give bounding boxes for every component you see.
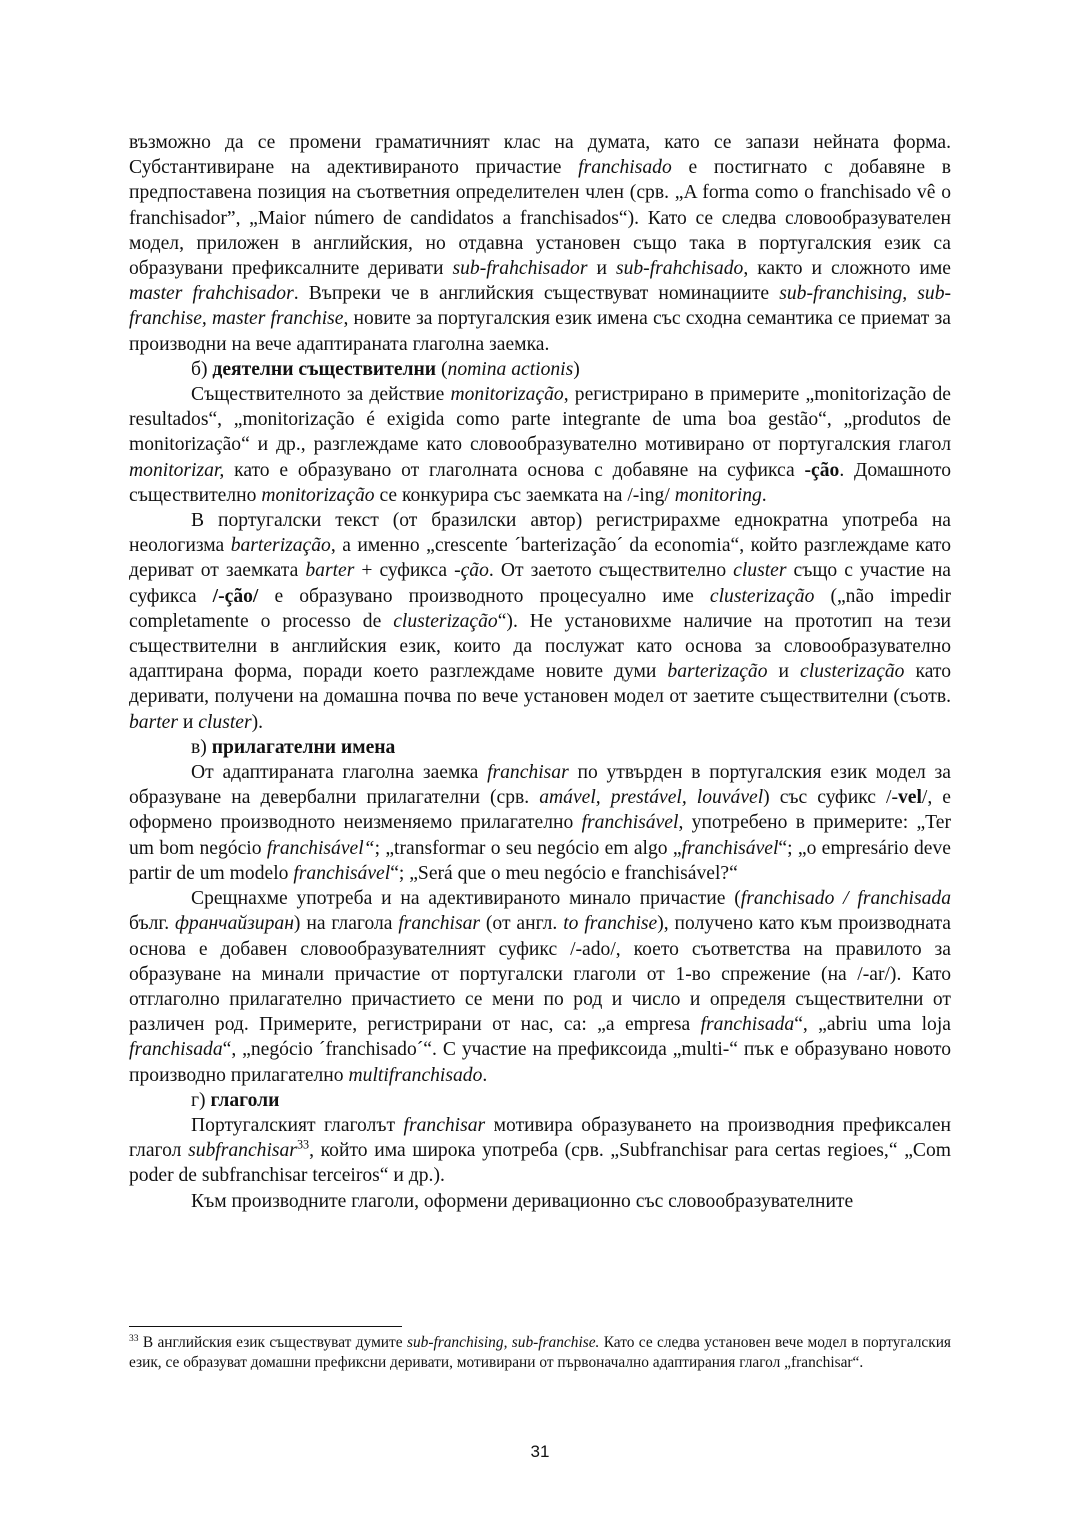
italic-run: cluster (733, 560, 787, 582)
text-run: “, „negócio ´franchisado´“. С участие на префиксоида „multi-“ пък е образувано новото производно прилагателно (129, 1039, 951, 1086)
bold-run: -ção (804, 459, 840, 481)
paragraph (129, 508, 951, 735)
italic-run: master frahchisador (129, 283, 294, 305)
text-run: се конкурира със заемката на /-ing/ (374, 484, 675, 506)
text-run: ; „transformar o seu negócio em algo „ (374, 837, 682, 859)
text-run: Португалският глаголът (191, 1114, 404, 1136)
text-run: г) (191, 1089, 211, 1111)
text-run: ) със суфикс /- (763, 787, 898, 809)
text-run: . Домашното съществително (129, 459, 952, 506)
footnote-ref: 33 (129, 1332, 139, 1344)
italic-run: franchisar (403, 1114, 486, 1136)
paragraph (129, 1113, 951, 1189)
text-run: От адаптираната глаголна заемка (191, 762, 488, 784)
text-run: В английския език съществуват думите (138, 1334, 407, 1351)
italic-run: franchisado / franchisada (740, 888, 951, 910)
text-run: и (587, 258, 616, 280)
text-run: , новите за португалския език имена със сходна семантика се приемат за производни на вече адаптираната глаголна заемка. (129, 308, 951, 355)
paragraph (129, 130, 951, 357)
text-run: е образувано производното процесуално име (258, 585, 710, 607)
text-run: мотивира образуването на производния префиксален глагол (129, 1114, 951, 1162)
text-run: ) на глагола (293, 913, 399, 935)
text-run: и (767, 661, 800, 683)
bold-run: глаголи (210, 1089, 280, 1111)
italic-run: amável, prestável, louvável (539, 787, 764, 809)
italic-run: monitoring (674, 484, 762, 506)
text-run: , а именно „crescente ´barterização´ da economia“, който разглеждаме като дериват от заемката (129, 535, 951, 582)
paragraph (129, 382, 951, 508)
bold-run: /-ção/ (212, 585, 259, 607)
text-run: като деривати, получени на домашна почва по вече установен модел от заетите съществителни (съотв. (129, 661, 951, 708)
text-run: /, е оформено производното неизменяемо прилагателно (129, 787, 952, 834)
paragraph (129, 886, 951, 1088)
footnote (129, 1333, 951, 1372)
italic-run: franchisável (681, 837, 779, 859)
italic-run: clusterização (709, 585, 815, 607)
text-run: Като се следва установен вече модел в португалския език, се образуват домашни префиксни деривати, мотивирани от първоначално адаптирания глагол „franchisar“. (129, 1334, 952, 1371)
italic-run: nomina actionis (447, 358, 574, 380)
text-run: . Въпреки че в английския съществуват номинациите (293, 283, 780, 305)
italic-run: франчайзиран (175, 913, 294, 935)
text-run: . От заетото съществително (488, 560, 734, 582)
section-heading (129, 735, 951, 760)
paragraph (129, 1189, 951, 1214)
text-run: , както и сложното име (743, 258, 951, 280)
italic-run: sub-franchising, sub-franchise. (406, 1334, 600, 1351)
page-body (129, 130, 951, 1214)
italic-run: cluster (198, 711, 252, 733)
italic-run: sub-frahchisado (615, 258, 744, 280)
italic-run: franchisável (581, 812, 679, 834)
italic-run: franchisável“ (266, 837, 375, 859)
text-run: ). (251, 711, 264, 733)
section-heading (129, 1088, 951, 1113)
text-run: , употребено в примерите: „Ter um bom negócio (129, 812, 952, 859)
italic-run: sub-frahchisador (452, 258, 588, 280)
text-run: Срещнахме употреба и на адективираното минало причастие ( (191, 888, 741, 910)
text-run: , регистрирано в примерите „monitorização de resultados“, „monitorização é exigida como parte integrante de uma boa gestão“, „produtos de monitorização“ и др., разглеждаме като словообразувателно мотивирано от португалския глагол (129, 384, 951, 456)
italic-run: -ção (454, 560, 489, 582)
text-run: “; „o empresário deve partir de um modelo (129, 837, 951, 884)
italic-run: barterização (230, 535, 331, 557)
text-run: ( (436, 358, 448, 380)
text-run: възможно да се промени граматичният клас на думата, като се запази нейната форма. Субстантивиране на адективираното причастие (129, 132, 951, 179)
footnote-ref: 33 (296, 1137, 310, 1152)
italic-run: barterização (667, 661, 768, 683)
italic-run: multifranchisado (348, 1064, 483, 1086)
text-run: б) (191, 358, 213, 380)
text-run: в) (191, 736, 212, 758)
footnote-separator (129, 1326, 402, 1327)
text-run: бълг. (129, 913, 175, 935)
text-run: В португалски текст (от бразилски автор) регистрирахме еднократна употреба на неологизма (129, 510, 951, 557)
italic-run: clusterização (393, 610, 498, 632)
text-run: , който има широка употреба (срв. „Subfranchisar para certas regioes,“ „Com poder de subfranchisar terceiros“ и др.). (129, 1140, 952, 1187)
text-run: “; „Será que o meu negócio e franchisável?“ (390, 862, 738, 884)
italic-run: monitorização (261, 484, 375, 506)
section-heading (129, 357, 951, 382)
page-number: 31 (530, 1442, 550, 1461)
text-run: ), получено като към производната основа е добавен словообразувателният суфикс /-ado/, което съответства на правилото за образуване на минали причастие от португалски глаголи от 1-во спрежение (на /-ar/). Като отглаголно прилагателно причастието се мени по род и число и определя съществителни от различен род. Примерите, регистрирани от нас, са: „a empresa (129, 913, 951, 1036)
text-run: и (177, 711, 199, 733)
italic-run: franchisar (487, 762, 569, 784)
text-run: + суфикса (354, 560, 455, 582)
text-run: като е образувано от глаголната основа с добавяне на суфикса (224, 459, 805, 481)
text-run: („não impedir completamente o processo de (129, 585, 951, 632)
italic-run: franchisar (398, 913, 481, 935)
text-run: “). Не установихме наличие на прототип на тези съществителни в английския език, които да послужат като основа за словообразувателно адаптирана форма, поради което разглеждаме новите думи (129, 610, 951, 683)
text-run: Съществителното за действие (191, 384, 451, 406)
text-run: (от англ. (480, 913, 564, 935)
italic-run: subfranchisar (188, 1140, 297, 1162)
text-run: “, „abriu uma loja (794, 1014, 951, 1036)
italic-run: barter (129, 711, 178, 733)
italic-run: monitorização (450, 384, 564, 406)
italic-run: monitorizar, (129, 459, 225, 481)
text-run: също с участие на суфикса (129, 560, 951, 607)
italic-run: franchisada (129, 1039, 223, 1061)
text-run: Към производните глаголи, оформени деривационно със словообразувателните (191, 1190, 854, 1212)
text-run: . (482, 1064, 488, 1086)
italic-run: clusterização (800, 661, 905, 683)
bold-run: vel (897, 787, 922, 809)
italic-run: to franchise (563, 913, 658, 935)
bold-run: деятелни съществителни (212, 358, 437, 380)
italic-run: franchisável (293, 862, 391, 884)
text-run: ) (573, 358, 580, 380)
text-run: е постигнато с добавяне в предпоставена позиция на съответния определителен член (срв. „A forma como o franchisado vê o franchisador”, „Maior número de candidatos a franchisados“). Като се следва словообразувателен модел, приложен в английския, но отдавна установен също така в португалския език са образувани префиксалните деривати (129, 157, 951, 280)
italic-run: franchisada (700, 1014, 795, 1036)
italic-run: sub-franchising, sub-franchise, master franchise (129, 283, 952, 330)
text-run: . (761, 484, 767, 506)
italic-run: franchisado (578, 157, 672, 179)
italic-run: barter (305, 560, 355, 582)
text-run: по утвърден в португалския език модел за образуване на девербални прилагателни (срв. (129, 762, 951, 809)
paragraph (129, 760, 951, 886)
bold-run: прилагателни имена (211, 736, 396, 758)
